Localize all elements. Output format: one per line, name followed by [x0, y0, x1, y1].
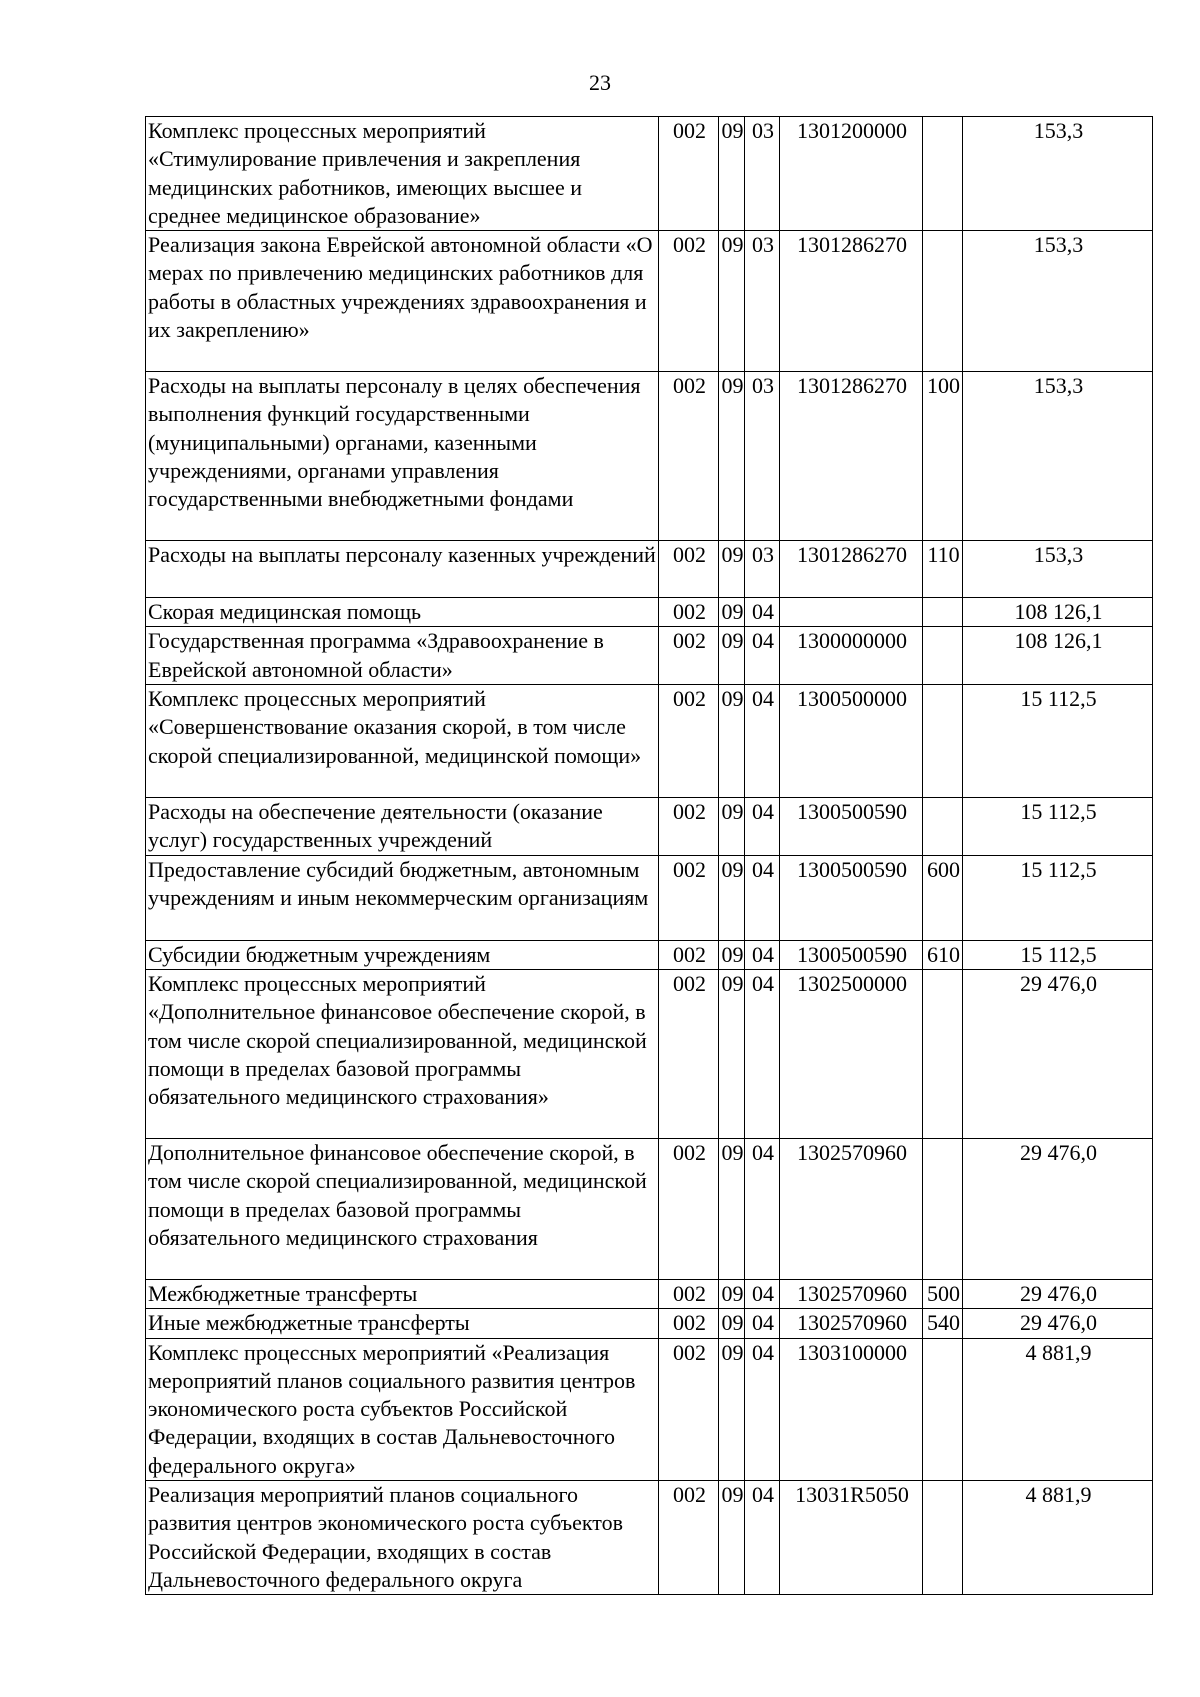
target-article-code: 1301286270 — [780, 231, 923, 372]
section-code: 09 — [719, 940, 745, 969]
section-code: 09 — [719, 798, 745, 856]
amount: 153,3 — [963, 231, 1153, 372]
expense-type-code — [923, 1338, 963, 1480]
row-name: Межбюджетные трансферты — [146, 1279, 659, 1308]
amount: 29 476,0 — [963, 1138, 1153, 1279]
expense-type-code: 500 — [923, 1279, 963, 1308]
table-row — [146, 798, 1153, 856]
expense-type-code: 110 — [923, 541, 963, 598]
target-article-code: 13031R5050 — [780, 1481, 923, 1595]
row-name: Расходы на выплаты персоналу казенных учреждений — [146, 541, 659, 598]
target-article-code: 1300500000 — [780, 685, 923, 798]
section-code: 09 — [719, 541, 745, 598]
amount: 15 112,5 — [963, 685, 1153, 798]
ministry-code: 002 — [659, 855, 719, 940]
amount: 153,3 — [963, 372, 1153, 541]
ministry-code: 002 — [659, 598, 719, 627]
expense-type-code — [923, 969, 963, 1138]
budget-table — [145, 116, 1153, 1595]
expense-type-code — [923, 598, 963, 627]
expense-type-code — [923, 1481, 963, 1595]
section-code: 09 — [719, 372, 745, 541]
row-name: Дополнительное финансовое обеспечение скорой, в том числе скорой специализированной, медицинской помощи в пределах базовой программы обязательного медицинского страхования — [146, 1138, 659, 1279]
table-row — [146, 1138, 1153, 1279]
amount: 15 112,5 — [963, 798, 1153, 856]
table-row — [146, 1338, 1153, 1480]
section-code: 09 — [719, 1138, 745, 1279]
section-code: 09 — [719, 117, 745, 231]
section-code: 09 — [719, 685, 745, 798]
row-name: Комплекс процессных мероприятий «Реализация мероприятий планов социального развития центров экономического роста субъектов Российской Федерации, входящих в состав Дальневосточного федерального округа» — [146, 1338, 659, 1480]
target-article-code: 1300500590 — [780, 798, 923, 856]
row-name: Субсидии бюджетным учреждениям — [146, 940, 659, 969]
section-code: 09 — [719, 627, 745, 685]
expense-type-code — [923, 685, 963, 798]
amount: 29 476,0 — [963, 969, 1153, 1138]
subsection-code: 04 — [745, 969, 780, 1138]
row-name: Предоставление субсидий бюджетным, автономным учреждениям и иным некоммерческим организациям — [146, 855, 659, 940]
amount: 15 112,5 — [963, 855, 1153, 940]
row-name: Скорая медицинская помощь — [146, 598, 659, 627]
ministry-code: 002 — [659, 798, 719, 856]
subsection-code: 04 — [745, 1481, 780, 1595]
row-name: Государственная программа «Здравоохранение в Еврейской автономной области» — [146, 627, 659, 685]
expense-type-code — [923, 798, 963, 856]
ministry-code: 002 — [659, 969, 719, 1138]
section-code: 09 — [719, 969, 745, 1138]
table-row — [146, 541, 1153, 598]
row-name: Расходы на обеспечение деятельности (оказание услуг) государственных учреждений — [146, 798, 659, 856]
section-code: 09 — [719, 1338, 745, 1480]
section-code: 09 — [719, 598, 745, 627]
row-name: Иные межбюджетные трансферты — [146, 1309, 659, 1338]
subsection-code: 04 — [745, 798, 780, 856]
target-article-code: 1302570960 — [780, 1279, 923, 1308]
table-row — [146, 231, 1153, 372]
section-code: 09 — [719, 1481, 745, 1595]
expense-type-code: 600 — [923, 855, 963, 940]
target-article-code: 1302570960 — [780, 1138, 923, 1279]
ministry-code: 002 — [659, 231, 719, 372]
amount: 4 881,9 — [963, 1338, 1153, 1480]
subsection-code: 04 — [745, 627, 780, 685]
section-code: 09 — [719, 231, 745, 372]
amount: 108 126,1 — [963, 598, 1153, 627]
subsection-code: 04 — [745, 1338, 780, 1480]
target-article-code: 1300000000 — [780, 627, 923, 685]
subsection-code: 04 — [745, 1309, 780, 1338]
amount: 153,3 — [963, 117, 1153, 231]
expense-type-code — [923, 1138, 963, 1279]
table-row — [146, 685, 1153, 798]
ministry-code: 002 — [659, 685, 719, 798]
row-name: Комплекс процессных мероприятий «Совершенствование оказания скорой, в том числе скорой специализированной, медицинской помощи» — [146, 685, 659, 798]
target-article-code: 1301200000 — [780, 117, 923, 231]
table-row — [146, 372, 1153, 541]
target-article-code: 1302500000 — [780, 969, 923, 1138]
target-article-code — [780, 598, 923, 627]
target-article-code: 1301286270 — [780, 541, 923, 598]
table-row — [146, 1309, 1153, 1338]
expense-type-code: 100 — [923, 372, 963, 541]
expense-type-code: 610 — [923, 940, 963, 969]
row-name: Реализация мероприятий планов социального развития центров экономического роста субъектов Российской Федерации, входящих в состав Дальневосточного федерального округа — [146, 1481, 659, 1595]
target-article-code: 1300500590 — [780, 940, 923, 969]
ministry-code: 002 — [659, 940, 719, 969]
subsection-code: 04 — [745, 685, 780, 798]
ministry-code: 002 — [659, 627, 719, 685]
subsection-code: 03 — [745, 231, 780, 372]
ministry-code: 002 — [659, 1338, 719, 1480]
target-article-code: 1300500590 — [780, 855, 923, 940]
table-row — [146, 1481, 1153, 1595]
subsection-code: 03 — [745, 372, 780, 541]
row-name: Расходы на выплаты персоналу в целях обеспечения выполнения функций государственными (муниципальными) органами, казенными учреждениями, органами управления государственными внебюджетными фондами — [146, 372, 659, 541]
expense-type-code — [923, 117, 963, 231]
ministry-code: 002 — [659, 117, 719, 231]
ministry-code: 002 — [659, 541, 719, 598]
table-row — [146, 598, 1153, 627]
table-row — [146, 117, 1153, 231]
page-number: 23 — [589, 70, 611, 95]
table-row — [146, 627, 1153, 685]
amount: 15 112,5 — [963, 940, 1153, 969]
ministry-code: 002 — [659, 1279, 719, 1308]
table-row — [146, 940, 1153, 969]
subsection-code: 03 — [745, 541, 780, 598]
table-row — [146, 969, 1153, 1138]
target-article-code: 1303100000 — [780, 1338, 923, 1480]
expense-type-code: 540 — [923, 1309, 963, 1338]
amount: 153,3 — [963, 541, 1153, 598]
amount: 29 476,0 — [963, 1309, 1153, 1338]
table-row — [146, 1279, 1153, 1308]
section-code: 09 — [719, 1309, 745, 1338]
amount: 108 126,1 — [963, 627, 1153, 685]
ministry-code: 002 — [659, 1138, 719, 1279]
target-article-code: 1301286270 — [780, 372, 923, 541]
row-name: Реализация закона Еврейской автономной области «О мерах по привлечению медицинских работников для работы в областных учреждениях здравоохранения и их закреплению» — [146, 231, 659, 372]
subsection-code: 04 — [745, 1279, 780, 1308]
subsection-code: 04 — [745, 855, 780, 940]
ministry-code: 002 — [659, 372, 719, 541]
ministry-code: 002 — [659, 1309, 719, 1338]
row-name: Комплекс процессных мероприятий «Дополнительное финансовое обеспечение скорой, в том числе скорой специализированной, медицинской помощи в пределах базовой программы обязательного медицинского страхования» — [146, 969, 659, 1138]
section-code: 09 — [719, 855, 745, 940]
subsection-code: 04 — [745, 598, 780, 627]
expense-type-code — [923, 627, 963, 685]
amount: 4 881,9 — [963, 1481, 1153, 1595]
ministry-code: 002 — [659, 1481, 719, 1595]
row-name: Комплекс процессных мероприятий «Стимулирование привлечения и закрепления медицинских работников, имеющих высшее и среднее медицинское образование» — [146, 117, 659, 231]
subsection-code: 04 — [745, 1138, 780, 1279]
amount: 29 476,0 — [963, 1279, 1153, 1308]
subsection-code: 04 — [745, 940, 780, 969]
expense-type-code — [923, 231, 963, 372]
target-article-code: 1302570960 — [780, 1309, 923, 1338]
table-row — [146, 855, 1153, 940]
subsection-code: 03 — [745, 117, 780, 231]
section-code: 09 — [719, 1279, 745, 1308]
